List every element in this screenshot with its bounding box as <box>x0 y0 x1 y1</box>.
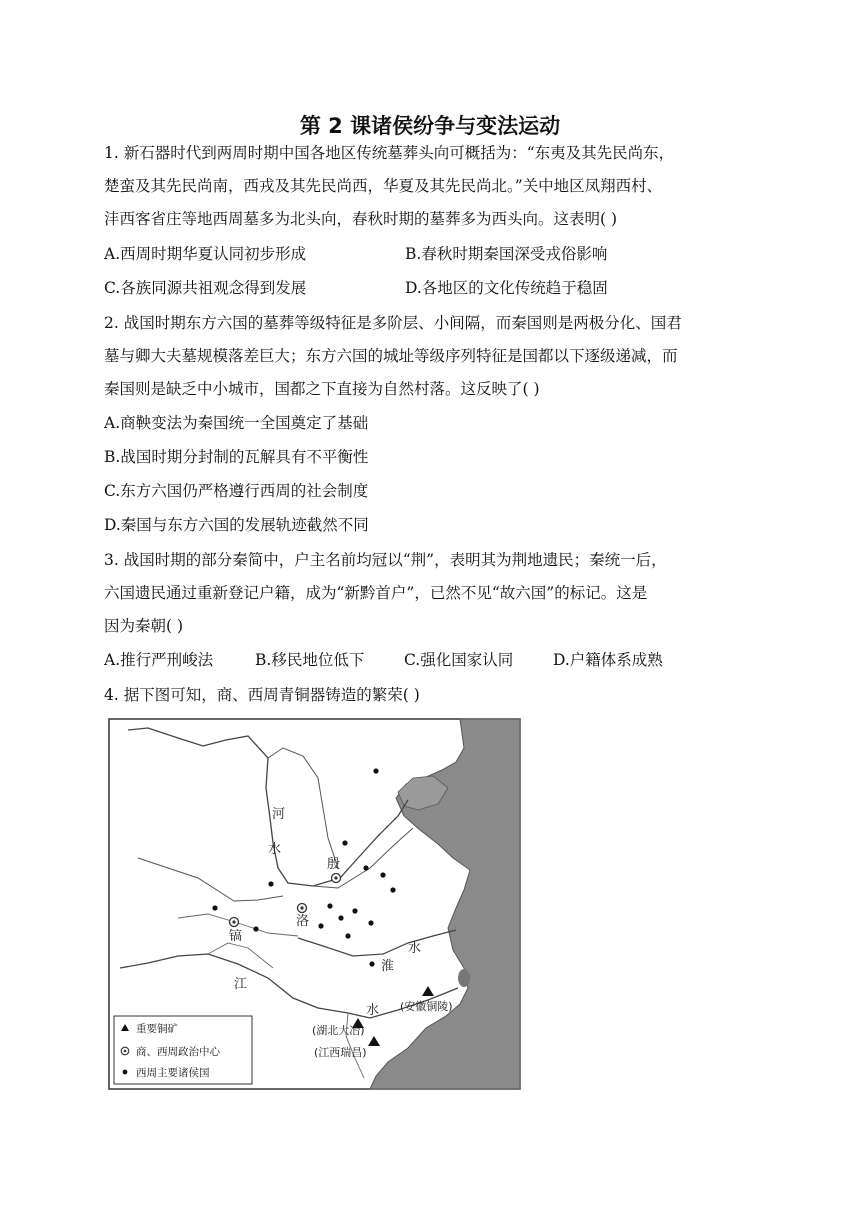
q1-option-d: D.各地区的文化传统趋于稳固 <box>405 279 608 297</box>
q2-option-b: B.战国时期分封制的瓦解具有不平衡性 <box>104 448 369 466</box>
label-shui-1: 水 <box>268 842 282 857</box>
political-center-hao <box>230 918 239 927</box>
q1-line-1: 1. 新石器时代到两周时期中国各地区传统墓葬头向可概括为：“东夷及其先民尚东， <box>104 144 675 162</box>
q1-line-3: 沣西客省庄等地西周墓多为北头向，春秋时期的墓葬多为西头向。这表明( ) <box>104 210 618 228</box>
q1-option-a: A.西周时期华夏认同初步形成 <box>104 245 307 263</box>
label-shui-3: 水 <box>366 1003 380 1018</box>
legend-center-label: 商、西周政治中心 <box>136 1046 220 1058</box>
q3-line-3: 因为秦朝( ) <box>104 617 184 635</box>
political-center-yin <box>332 874 341 883</box>
label-jiang: 江 <box>234 977 248 992</box>
map-legend <box>114 1016 252 1084</box>
q1-option-c: C.各族同源共祖观念得到发展 <box>104 279 307 297</box>
legend-states-icon <box>123 1070 128 1075</box>
page-title: 第 2 课诸侯纷争与变法运动 <box>299 114 561 138</box>
q2-option-d: D.秦国与东方六国的发展轨迹截然不同 <box>104 516 369 534</box>
legend-copper-label: 重要铜矿 <box>136 1023 178 1035</box>
q3-line-2: 六国遗民通过重新登记户籍，成为“新黔首户”，已然不见“故六国”的标记。这是 <box>104 584 648 602</box>
label-he: 河 <box>272 807 286 822</box>
q2-option-c: C.东方六国仍严格遵行西周的社会制度 <box>104 482 369 500</box>
q2-line-2: 墓与卿大夫墓规模落差巨大；东方六国的城址等级序列特征是国都以下逐级递减，而 <box>104 347 678 365</box>
q3-option-d: D.户籍体系成熟 <box>553 651 663 669</box>
q3-option-c: C.强化国家认同 <box>404 651 514 669</box>
q3-option-a: A.推行严刑峻法 <box>104 651 214 669</box>
label-anhui-tongling: (安徽铜陵) <box>400 1000 453 1013</box>
q3-option-b: B.移民地位低下 <box>255 651 365 669</box>
label-huai: 淮 <box>381 959 395 974</box>
bronze-map-figure <box>108 718 521 1090</box>
q2-line-3: 秦国则是缺乏中小城市，国都之下直接为自然村落。这反映了( ) <box>104 380 540 398</box>
q3-line-1: 3. 战国时期的部分秦简中，户主名前均冠以“荆”，表明其为荆地遗民；秦统一后， <box>104 551 667 569</box>
q2-option-a: A.商鞅变法为秦国统一全国奠定了基础 <box>104 414 369 432</box>
label-hubei-daye: (湖北大冶) <box>312 1024 365 1037</box>
political-center-luo <box>298 904 307 913</box>
label-hao: 镐 <box>229 929 243 944</box>
legend-states-label: 西周主要诸侯国 <box>136 1067 210 1079</box>
label-yin: 殷 <box>327 857 341 872</box>
q4-stem: 4. 据下图可知，商、西周青铜器铸造的繁荣( ) <box>104 686 420 704</box>
q1-option-b: B.春秋时期秦国深受戎俗影响 <box>405 245 608 263</box>
label-luo: 洛 <box>296 914 310 929</box>
q2-line-1: 2. 战国时期东方六国的墓葬等级特征是多阶层、小间隔，而秦国则是两极分化、国君 <box>104 314 682 332</box>
q1-line-2: 楚蛮及其先民尚南，西戎及其先民尚西，华夏及其先民尚北。”关中地区凤翔西村、 <box>104 177 663 195</box>
label-shui-2: 水 <box>408 941 422 956</box>
lake <box>458 969 470 987</box>
label-jiangxi-ruichang: (江西瑞昌) <box>314 1046 367 1059</box>
